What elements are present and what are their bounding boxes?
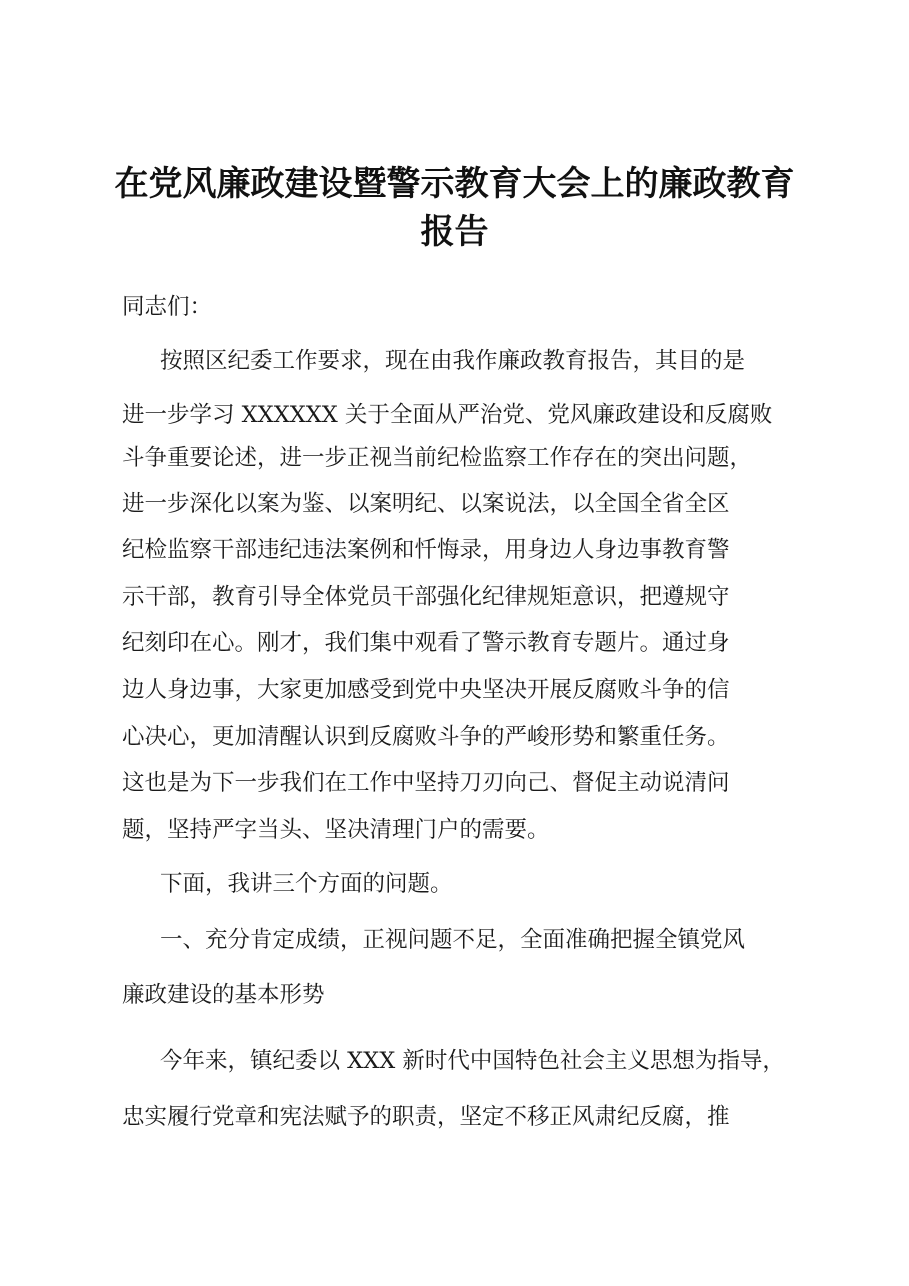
body-line: 纪刻印在心。刚才，我们集中观看了警示教育专题片。通过身 [122, 630, 730, 656]
body-line: 下面，我讲三个方面的问题。 [160, 871, 453, 897]
section-heading-line: 一、充分肯定成绩，正视问题不足，全面准确把握全镇党风 [160, 927, 746, 953]
body-line: 进一步深化以案为鉴、以案明纪、以案说法，以全国全省全区 [122, 491, 730, 517]
body-line: 边人身边事，大家更加感受到党中央坚决开展反腐败斗争的信 [122, 677, 730, 703]
body-line: 斗争重要论述，进一步正视当前纪检监察工作存在的突出问题， [122, 445, 753, 471]
body-line: 进一步学习 XXXXXX 关于全面从严治党、党风廉政建设和反腐败 [122, 402, 773, 428]
body-line: 忠实履行党章和宪法赋予的职责，坚定不移正风肃纪反腐，推 [122, 1104, 730, 1130]
body-line: 纪检监察干部违纪违法案例和忏悔录，用身边人身边事教育警 [122, 537, 730, 563]
salutation: 同志们： [122, 294, 213, 320]
body-line: 心决心，更加清醒认识到反腐败斗争的严峻形势和繁重任务。 [122, 724, 730, 750]
document-title-line-1: 在党风廉政建设暨警示教育大会上的廉政教育 [114, 164, 795, 204]
body-line: 示干部，教育引导全体党员干部强化纪律规矩意识，把遵规守 [122, 584, 730, 610]
section-heading-line: 廉政建设的基本形势 [122, 982, 325, 1008]
body-line: 今年来，镇纪委以 XXX 新时代中国特色社会主义思想为指导， [160, 1048, 785, 1074]
body-line: 题，坚持严字当头、坚决清理门户的需要。 [122, 817, 550, 843]
document-title-line-2: 报告 [420, 212, 489, 252]
body-line: 这也是为下一步我们在工作中坚持刀刃向己、督促主动说清问 [122, 770, 730, 796]
body-line: 按照区纪委工作要求，现在由我作廉政教育报告，其目的是 [160, 348, 746, 374]
